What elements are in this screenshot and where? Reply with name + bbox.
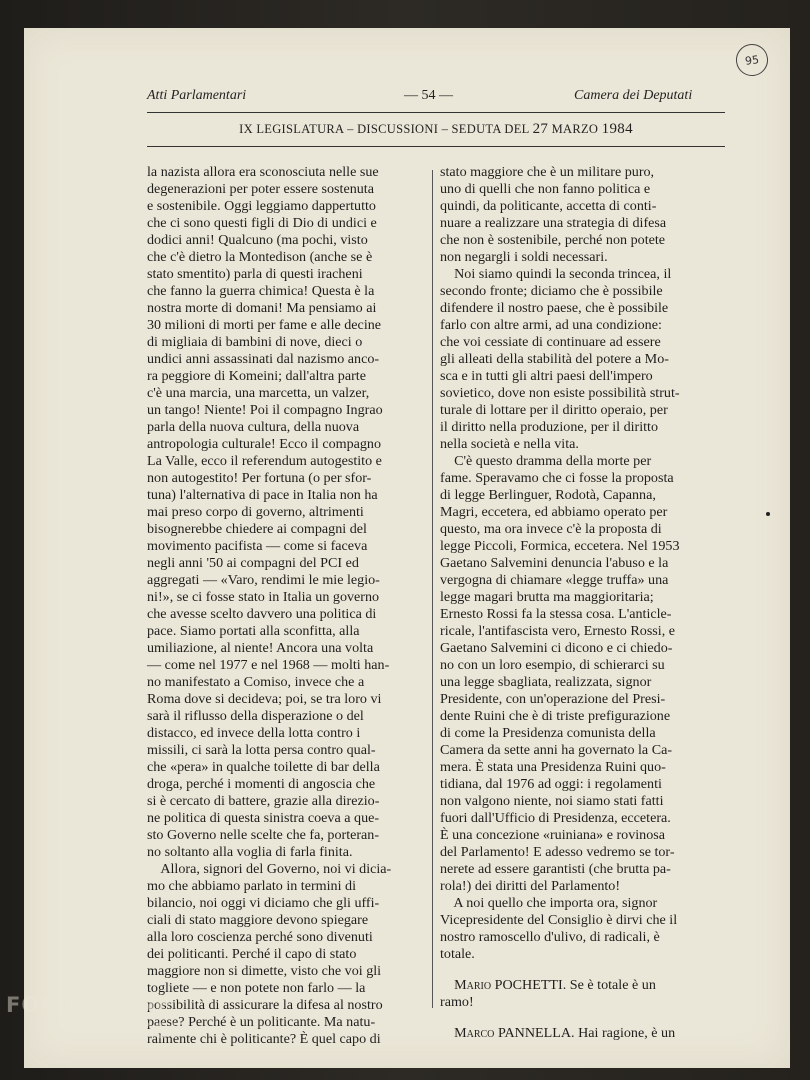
session-prefix: IX LEGISLATURA – DISCUSSIONI – SEDUTA DEL — [239, 122, 533, 136]
text-line: c'è una marcia, una marcetta, un valzer, — [147, 385, 370, 401]
text-line: stato smentito) parla di questi iracheni — [147, 266, 363, 282]
text-line: stato maggiore che è un militare puro, — [440, 164, 655, 180]
text-line: che «pera» in qualche toilette di bar della — [147, 759, 380, 775]
text-line: Roma dove si decideva; poi, se tra loro vi — [147, 691, 382, 707]
session-day: 27 — [532, 121, 549, 137]
session-month: MARZO — [548, 122, 602, 136]
text-line: Gaetano Salvemini denuncia l'abuso e la — [440, 555, 669, 571]
text-line: sca e in tutti gli altri paesi dell'impero — [440, 368, 653, 384]
header-left: Atti Parlamentari — [147, 88, 247, 103]
text-line: gli alleati della stabilità del potere a Mo- — [440, 351, 669, 367]
text-line: ciali di stato maggiore devono spiegare — [147, 912, 369, 928]
text-line: droga, perché i momenti di angoscia che — [147, 776, 376, 792]
header-right: Camera dei Deputati — [574, 88, 693, 103]
speaker-line-2: Marco PANNELLA. Hai ragione, è un — [454, 1025, 676, 1041]
text-line: non valgono niente, noi siamo stati fatti — [440, 793, 664, 809]
right-column-lines — [440, 164, 726, 963]
text-line: 30 milioni di morti per fame e alle decine — [147, 317, 382, 333]
text-line: legge magari brutta ma maggioritaria; — [440, 589, 654, 605]
text-line: C'è questo dramma della morte per — [440, 453, 652, 469]
text-line: Camera da sette anni ha governato la Ca- — [440, 742, 673, 758]
text-line: la nazista allora era sconosciuta nelle sue — [147, 164, 379, 180]
text-line: pace. Siamo portati alla sconfitta, alla — [147, 623, 360, 639]
text-line: sovietico, dove non esiste possibilità strut- — [440, 385, 680, 401]
text-line: questo, ma ora invece c'è la proposta di — [440, 521, 662, 537]
text-line: — come nel 1977 e nel 1968 — molti han- — [147, 657, 390, 673]
text-line: che non è sostenibile, perché non potete — [440, 232, 666, 248]
text-line: nostro ramoscello d'ulivo, di radicali, è — [440, 929, 660, 945]
text-line: degenerazioni per poter essere sostenuta — [147, 181, 374, 197]
text-line: antropologia culturale! Ecco il compagno — [147, 436, 382, 452]
text-line: no con un loro esempio, di schierarci su — [440, 657, 665, 673]
text-line: sto Governo nelle scelte che fa, porteran- — [147, 827, 380, 843]
text-line: distacco, ed invece della lotta contro i — [147, 725, 361, 741]
left-column — [147, 164, 433, 1048]
text-line: missili, ci sarà la lotta persa contro qual- — [147, 742, 376, 758]
text-line: legge Piccoli, Formica, eccetera. Nel 1953 — [440, 538, 680, 554]
text-line: dente Ruini che è di triste prefigurazione — [440, 708, 671, 724]
header-page-number: — 54 — — [404, 88, 453, 103]
text-line: Vicepresidente del Consiglio è dirvi che il — [440, 912, 678, 928]
text-line: A noi quello che importa ora, signor — [440, 895, 658, 911]
text-line: aggregati — «Varo, rendimi le mie legio- — [147, 572, 380, 588]
text-line: mo che abbiamo parlato in termini di — [147, 878, 356, 894]
text-line: ne politica di questa sinistra coeva a que- — [147, 810, 380, 826]
text-line: di legge Berlinguer, Rodotà, Capanna, — [440, 487, 656, 503]
text-line: negli anni '50 ai compagni del PCI ed — [147, 555, 359, 571]
text-line: ralmente chi è politicante? È quel capo di — [147, 1031, 381, 1047]
header-rule — [147, 112, 725, 113]
text-line: secondo fronte; diciamo che è possibile — [440, 283, 663, 299]
text-line: difendere il nostro paese, che è possibile — [440, 300, 669, 316]
text-line: che avesse scelto davvero una politica di — [147, 606, 377, 622]
subheader-rule — [147, 146, 725, 147]
text-line: bilancio, noi oggi vi diciamo che gli uffi- — [147, 895, 380, 911]
text-line: parla della nuova cultura, della nuova — [147, 419, 360, 435]
text-line: Presidente, con un'operazione del Presi- — [440, 691, 666, 707]
text-line: Ernesto Rossi fa la stessa cosa. L'anticle- — [440, 606, 672, 622]
text-line: uno di quelli che non fanno politica e — [440, 181, 651, 197]
text-line: non autogestito! Per fortuna (o per sfor- — [147, 470, 372, 486]
text-line: che ci sono questi figli di Dio di undici e — [147, 215, 377, 231]
text-line: dei politicanti. Perché il capo di stato — [147, 946, 357, 962]
text-line: nostra morte di domani! Ma pensiamo ai — [147, 300, 377, 316]
text-line: si è cercato di battere, grazie alla direzio- — [147, 793, 380, 809]
text-line: il diritto nella produzione, per il diritto — [440, 419, 659, 435]
right-column — [440, 164, 726, 1042]
text-line: È una concezione «ruiniana» e rovinosa — [440, 827, 666, 843]
text-line: mai preso corpo di governo, altrimenti — [147, 504, 364, 520]
text-line: che fanno la guerra chimica! Questa è la — [147, 283, 375, 299]
text-line: dodici anni! Qualcuno (ma pochi, visto — [147, 232, 368, 248]
text-line: no soltanto alla voglia di farla finita. — [147, 844, 353, 860]
text-line: che c'è dietro la Montedison (anche se è — [147, 249, 373, 265]
text-line: fuori dall'Ufficio di Presidenza, eccetera. — [440, 810, 671, 826]
text-line: rola!) dei diritti del Parlamento! — [440, 878, 621, 894]
text-line: di come la Presidenza comunista della — [440, 725, 656, 741]
column-divider — [432, 170, 433, 1008]
text-line: Magri, eccetera, ed abbiamo operato per — [440, 504, 668, 520]
text-line: ra peggiore di Komeini; dall'altra parte — [147, 368, 366, 384]
page-stamp: 95 — [734, 42, 770, 78]
watermark-line2: GRAMSCI — [62, 1019, 178, 1043]
margin-mark — [766, 512, 770, 516]
spacer — [440, 963, 726, 977]
text-line: no manifestato a Comiso, invece che a — [147, 674, 365, 690]
text-line: movimento pacifista — come si faceva — [147, 538, 368, 554]
text-line: nerete ad essere garantisti (che brutta pa- — [440, 861, 671, 877]
text-line: tidiana, dal 1976 ad oggi: i regolamenti — [440, 776, 662, 792]
text-line: Noi siamo quindi la seconda trincea, il — [440, 266, 672, 282]
speaker-line-1-cont: ramo! — [440, 994, 474, 1010]
text-line: quindi, da politicante, accetta di conti- — [440, 198, 657, 214]
text-line: un tango! Niente! Poi il compagno Ingrao — [147, 402, 383, 418]
text-line: sarà il riflusso della disperazione o del — [147, 708, 364, 724]
text-line: non negargli i soldi necessari. — [440, 249, 608, 265]
text-line: del Parlamento! E adesso vedremo se tor- — [440, 844, 675, 860]
text-line: paese? Perché è un politicante. Ma natu- — [147, 1014, 376, 1030]
text-line: una legge sbagliata, realizzata, signor — [440, 674, 652, 690]
text-line: alla loro coscienza perché sono divenuti — [147, 929, 373, 945]
text-line: fame. Speravamo che ci fosse la proposta — [440, 470, 674, 486]
text-line: farlo con altre armi, ad una condizione: — [440, 317, 662, 333]
text-line: totale. — [440, 946, 475, 962]
text-line: togliete — e non potete non farlo — la — [147, 980, 366, 996]
text-line: undici anni assassinati dal nazismo anco- — [147, 351, 380, 367]
watermark-line1: FONDAZIONE — [6, 993, 173, 1017]
text-line: possibilità di assicurare la difesa al nostro — [147, 997, 383, 1013]
session-header — [147, 121, 725, 138]
text-line: bisognerebbe chiedere ai compagni del — [147, 521, 367, 537]
text-line: ricale, l'antifascista vero, Ernesto Rossi, e — [440, 623, 676, 639]
text-line: maggiore non si dimette, visto che voi gli — [147, 963, 382, 979]
text-line: La Valle, ecco il referendum autogestito e — [147, 453, 382, 469]
speaker-line-1: Mario POCHETTI. Se è totale è un — [454, 977, 656, 993]
text-line: nuare a realizzare una strategia di difesa — [440, 215, 667, 231]
text-line: turale di lottare per il diritto operaio, per — [440, 402, 668, 418]
text-line: mera. È stata una Presidenza Ruini quo- — [440, 759, 666, 775]
session-year: 1984 — [601, 121, 633, 137]
text-line: nella società e nella vita. — [440, 436, 579, 452]
text-line: umiliazione, al niente! Ancora una volta — [147, 640, 374, 656]
text-line: tuna) l'alternativa di pace in Italia non ha — [147, 487, 378, 503]
text-line: Gaetano Salvemini ci dicono e ci chiedo- — [440, 640, 673, 656]
text-line: di migliaia di bambini di nove, dieci o — [147, 334, 363, 350]
text-line: ni!», se ci fosse stato in Italia un governo — [147, 589, 380, 605]
spacer — [440, 1011, 726, 1025]
watermark-logo — [6, 992, 178, 1044]
text-line: vergogna di chiamare «legge truffa» una — [440, 572, 669, 588]
text-line: Allora, signori del Governo, noi vi dicia- — [147, 861, 392, 877]
text-line: e sostenibile. Oggi leggiamo dappertutto — [147, 198, 376, 214]
text-line: che voi cessiate di continuare ad essere — [440, 334, 661, 350]
